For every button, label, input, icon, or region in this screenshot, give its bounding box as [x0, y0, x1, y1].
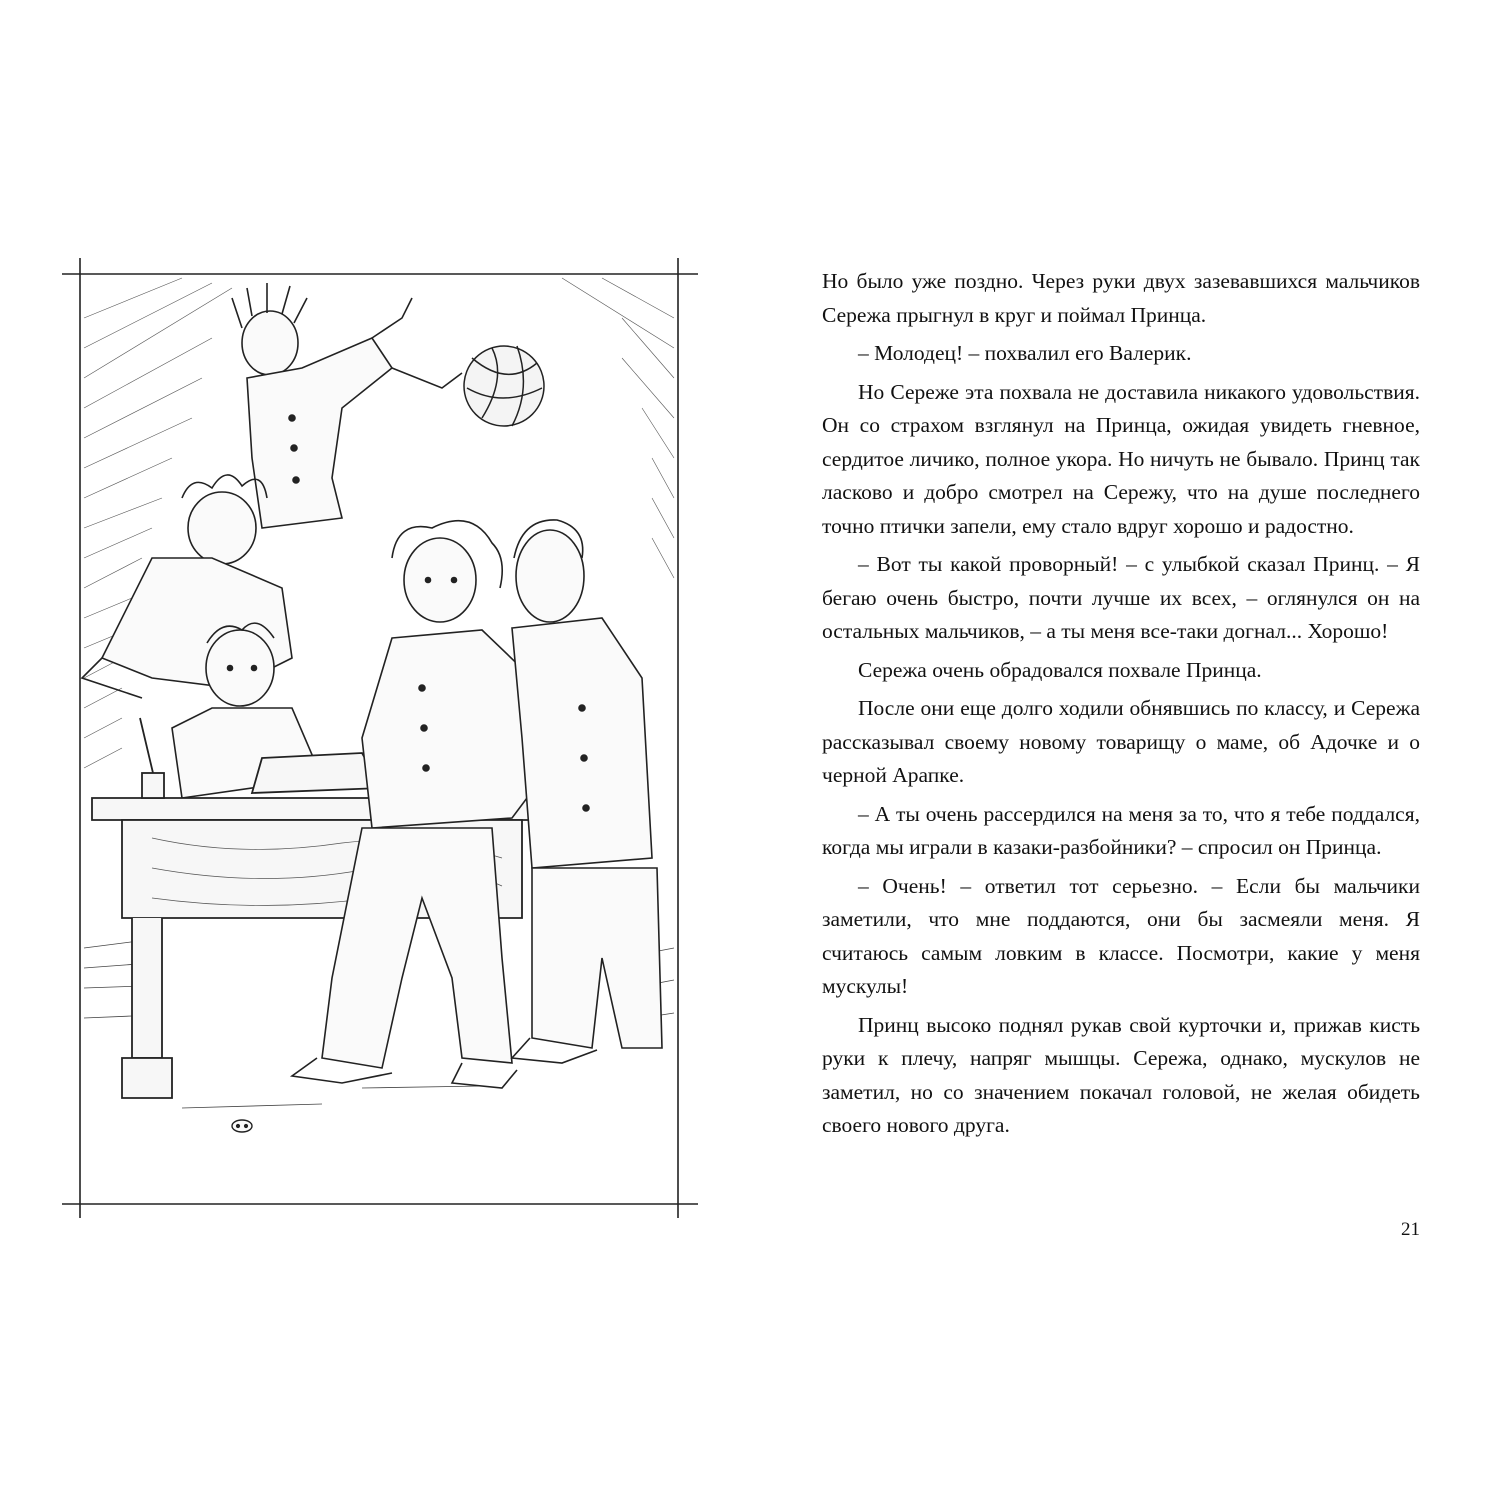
page-number: 21 — [1401, 1219, 1420, 1240]
paragraph: Но было уже поздно. Через руки двух зазевавшихся мальчиков Сережа прыгнул в круг и поймал Принца. — [822, 269, 1420, 327]
text-column — [822, 265, 1420, 1143]
paragraph: – Очень! – ответил тот серьезно. – Если бы мальчики заметили, что мне поддаются, они бы засмеяли меня. Я считаюсь самым ловким в классе. Посмотри, какие у меня мускулы! — [822, 873, 1420, 998]
illustration — [62, 258, 698, 1218]
paragraph: Принц высоко поднял рукав свой курточки и, прижав кисть руки к плечу, напряг мышцы. Сережа, однако, мускулов не заметил, но со значением покачал головой, не желая обидеть своего нового друга. — [822, 1012, 1420, 1137]
paragraph: – Вот ты какой проворный! – с улыбкой сказал Принц. – Я бегаю очень быстро, почти лучше их всех, – оглянулся он на остальных мальчиков, – а ты меня все-таки догнал... Хорошо! — [822, 552, 1420, 643]
paragraph: Сережа очень обрадовался похвале Принца. — [858, 657, 1262, 682]
paragraph: Но Сереже эта похвала не доставила никакого удовольствия. Он со страхом взглянул на Принца, ожидая увидеть гневное, сердитое личико, полное укора. Но ничуть не бывало. Принц так ласково и добро смотрел на Сережу, что на душе последнего точно птички запели, ему стало вдруг хорошо и радостно. — [822, 379, 1420, 538]
paragraph: – А ты очень рассердился на меня за то, что я тебе поддался, когда мы играли в казаки-разбойники? – спросил он Принца. — [822, 801, 1420, 859]
paragraph: После они еще долго ходили обнявшись по классу, и Сережа рассказывал своему новому товарищу о маме, об Адочке и о черной Арапке. — [822, 696, 1420, 787]
paragraph: – Молодец! – похвалил его Валерик. — [858, 341, 1192, 365]
illustration-drawing — [62, 258, 698, 1218]
